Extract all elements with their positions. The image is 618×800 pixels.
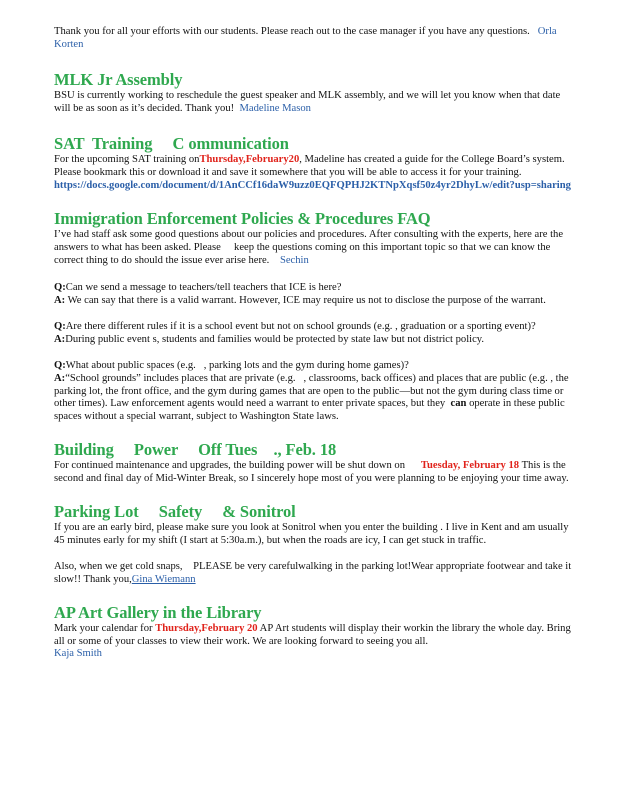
ice-text: I’ve had staff ask some good questions about our policies and procedures. After consulting with the experts, here are the answers to what has been asked. Please keep the questions coming on this important topic so that we can know the correct thing to do should the issue ever arise here. [54,229,566,267]
faq-answer-2 [54,334,574,347]
parking-signature: Gina Wiemann [131,573,196,585]
power-section [54,440,574,486]
sat-paragraph [54,154,574,180]
sat-date: Thursday,February20 [199,153,300,165]
faq-question-3 [54,360,574,373]
q-label: Q: [54,282,66,294]
intro-paragraph [54,26,574,52]
a-label: A: [54,333,66,345]
art-section [54,603,574,662]
sat-heading: SAT Training C ommunication [54,133,289,153]
power-paragraph [54,460,574,486]
parking-paragraph-1 [54,522,574,548]
art-text-after: AP Art students will display their workin the library the whole day. Bring all or some of your classes to view their work. We are looking forward to seeing you all. [54,622,571,647]
ice-section [54,209,574,424]
art-text-before: Mark your calendar for [54,622,156,634]
sat-text-before: For the upcoming SAT training on [54,153,200,165]
ice-heading: Immigration Enforcement Policies & Procedures FAQ [54,209,431,229]
q1-text: Can we send a message to teachers/tell teachers that ICE is here? [65,282,342,294]
faq-answer-3 [54,373,574,425]
power-text-after: This is the second and final day of Mid-Winter Break, so I sincerely hope most of you were planning to be enjoying your time away. [54,460,569,485]
mlk-paragraph [54,90,574,116]
faq-question-1 [54,282,574,295]
intro-section [54,26,574,52]
sat-text-after: , Madeline has created a guide for the College Board’s system. Please bookmark this or download it and save it somewhere that you will be able to access it for your training. [54,153,565,178]
faq-question-2 [54,321,574,334]
a3-text-after: operate in these public spaces without a special warrant, subject to Washington State laws. [54,398,565,423]
power-heading: Building Power Off Tues ., Feb. 18 [54,440,337,460]
art-signature-line [54,648,574,661]
mlk-section [54,70,574,116]
art-signature: Kaja Smith [54,648,102,660]
mlk-heading: MLK Jr Assembly [54,69,183,89]
intro-signature: Orla Korten [54,26,557,50]
a-label: A: [54,372,66,384]
art-date: Thursday,February 20 [155,622,258,634]
a2-text: During public event s, students and families would be protected by state law but not district policy. [65,333,485,345]
mlk-text: BSU is currently working to reschedule the guest speaker and MLK assembly, and we will let you know when that date will be as soon as it’s decided. Thank you! [54,89,561,114]
intro-text: Thank you for all your efforts with our students. Please reach out to the case manager if you have any questions. [54,26,530,37]
q3-text: What about public spaces (e.g. , parking lots and the gym during home games)? [65,359,409,371]
parking-section [54,502,574,587]
art-heading: AP Art Gallery in the Library [54,602,262,622]
ice-intro [54,229,574,268]
parking-text-1: If you are an early bird, please make sure you look at Sonitrol when you enter the building . I live in Kent and am usually 45 minutes early for my shift (I start at 5:30a.m.), but when the roads are icy, I can get stuck in traffic. [54,522,569,546]
mlk-signature: Madeline Mason [239,102,311,114]
sat-link-paragraph [54,180,574,193]
parking-text-2: Also, when we get cold snaps, PLEASE be very carefulwalking in the parking lot!Wear appropriate footwear and take it slow!! Thank you, [54,560,574,585]
newsletter-page [54,26,574,661]
power-date: Tuesday, February 18 [420,460,520,472]
q-label: Q: [54,359,66,371]
a3-emphasis: can [450,398,467,410]
a3-text-before: “School grounds” includes places that are private (e.g. , classrooms, back offices) and places that are public (e.g. , the parking lot, the front office, and the gym during games that are open to the public—but not the gym during class time or other times). Law enforcement agents would need a warrant to enter private spaces, but they [54,372,572,410]
a1-text: We can say that there is a valid warrant. However, ICE may require us not to disclose the purpose of the warrant. [67,294,546,306]
art-paragraph [54,623,574,649]
q2-text: Are there different rules if it is a school event but not on school grounds (e.g. , graduation or a sporting event)? [65,320,536,332]
parking-heading: Parking Lot Safety & Sonitrol [54,502,296,522]
ice-signature: Sechin [279,255,309,267]
power-text-before: For continued maintenance and upgrades, the building power will be shut down on [54,460,421,472]
sat-guide-link[interactable]: https://docs.google.com/document/d/1AnCCf16daW9uzz0EQFQPHJ2KTNpXqsf50z4yr2DhyLw/edit?usp=sharing [54,180,571,192]
q-label: Q: [54,320,66,332]
parking-paragraph-2 [54,561,574,587]
sat-section [54,134,574,194]
faq-answer-1 [54,295,574,308]
a-label: A: [54,294,66,306]
